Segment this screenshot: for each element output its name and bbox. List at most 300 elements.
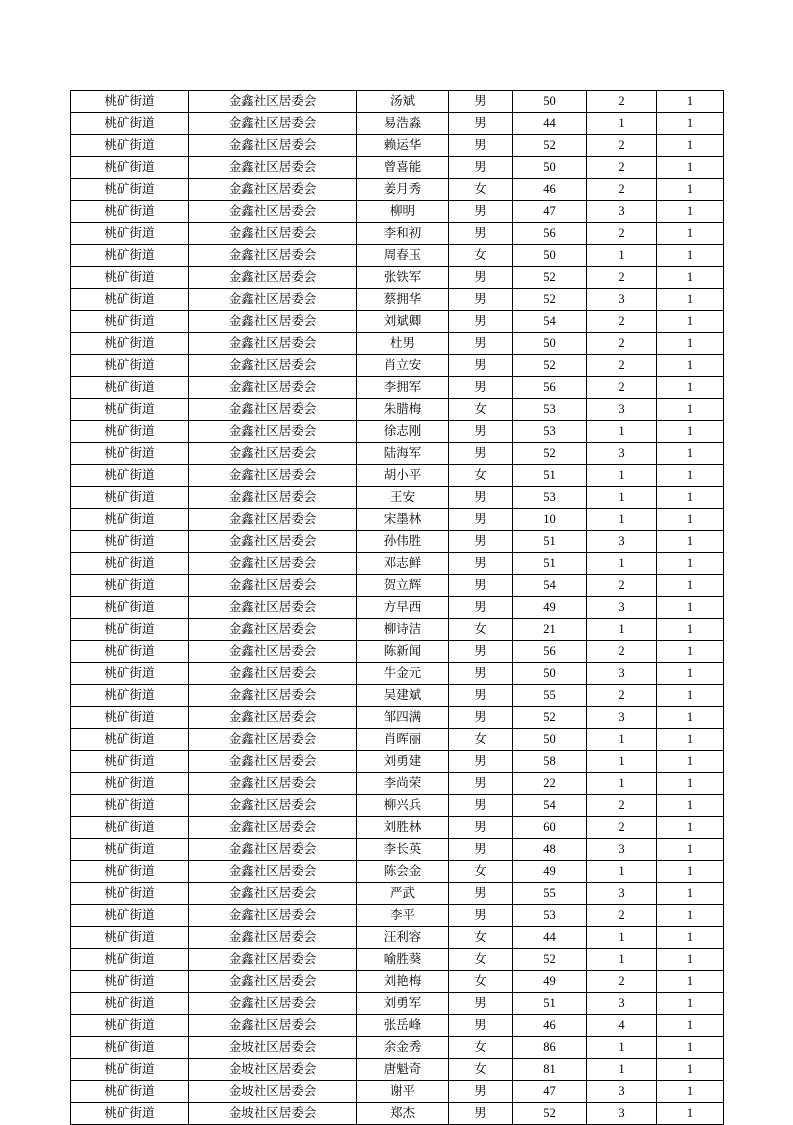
table-cell-name: 陆海军: [357, 443, 449, 465]
table-cell-field7: 1: [657, 245, 724, 267]
table-cell-age: 55: [513, 685, 587, 707]
table-row: [71, 113, 724, 135]
table-cell-gender: 女: [449, 729, 513, 751]
table-cell-gender: 女: [449, 927, 513, 949]
table-cell-name: 张铁军: [357, 267, 449, 289]
table-cell-street: 桃矿街道: [71, 509, 189, 531]
table-cell-age: 54: [513, 575, 587, 597]
table-cell-field6: 1: [587, 861, 657, 883]
table-cell-age: 52: [513, 443, 587, 465]
table-row: [71, 597, 724, 619]
table-cell-age: 44: [513, 113, 587, 135]
table-cell-street: 桃矿街道: [71, 201, 189, 223]
table-cell-community: 金鑫社区居委会: [189, 201, 357, 223]
table-cell-street: 桃矿街道: [71, 245, 189, 267]
table-cell-gender: 男: [449, 135, 513, 157]
table-cell-community: 金坡社区居委会: [189, 1059, 357, 1081]
table-row: [71, 91, 724, 113]
table-cell-field6: 1: [587, 465, 657, 487]
table-cell-street: 桃矿街道: [71, 1037, 189, 1059]
table-cell-street: 桃矿街道: [71, 641, 189, 663]
table-row: [71, 245, 724, 267]
table-row: [71, 663, 724, 685]
table-cell-community: 金鑫社区居委会: [189, 289, 357, 311]
table-cell-field6: 3: [587, 1103, 657, 1125]
table-row: [71, 1059, 724, 1081]
table-cell-age: 53: [513, 905, 587, 927]
table-cell-name: 刘勇建: [357, 751, 449, 773]
table-cell-field6: 1: [587, 949, 657, 971]
table-cell-name: 刘斌卿: [357, 311, 449, 333]
table-cell-street: 桃矿街道: [71, 1081, 189, 1103]
table-cell-name: 肖立安: [357, 355, 449, 377]
table-cell-community: 金鑫社区居委会: [189, 223, 357, 245]
table-cell-field6: 1: [587, 113, 657, 135]
table-row: [71, 1015, 724, 1037]
table-cell-age: 49: [513, 971, 587, 993]
table-cell-name: 李尚荣: [357, 773, 449, 795]
table-cell-field6: 1: [587, 1059, 657, 1081]
table-cell-field6: 1: [587, 245, 657, 267]
table-cell-name: 胡小平: [357, 465, 449, 487]
table-row: [71, 883, 724, 905]
table-cell-age: 50: [513, 157, 587, 179]
table-cell-street: 桃矿街道: [71, 113, 189, 135]
table-cell-gender: 女: [449, 1037, 513, 1059]
table-cell-age: 53: [513, 399, 587, 421]
table-cell-field6: 3: [587, 839, 657, 861]
table-row: [71, 993, 724, 1015]
table-cell-gender: 女: [449, 619, 513, 641]
table-cell-field7: 1: [657, 1037, 724, 1059]
table-cell-community: 金坡社区居委会: [189, 1037, 357, 1059]
table-cell-community: 金鑫社区居委会: [189, 751, 357, 773]
table-cell-age: 51: [513, 531, 587, 553]
table-cell-gender: 男: [449, 663, 513, 685]
table-cell-street: 桃矿街道: [71, 751, 189, 773]
table-cell-gender: 女: [449, 245, 513, 267]
table-cell-street: 桃矿街道: [71, 949, 189, 971]
table-cell-age: 47: [513, 1081, 587, 1103]
table-cell-gender: 男: [449, 443, 513, 465]
table-cell-age: 50: [513, 333, 587, 355]
table-cell-name: 唐魁奇: [357, 1059, 449, 1081]
table-cell-age: 52: [513, 289, 587, 311]
table-cell-gender: 男: [449, 773, 513, 795]
table-cell-field7: 1: [657, 223, 724, 245]
table-row: [71, 817, 724, 839]
table-cell-name: 柳兴兵: [357, 795, 449, 817]
table-cell-street: 桃矿街道: [71, 531, 189, 553]
table-cell-field7: 1: [657, 377, 724, 399]
table-cell-field6: 2: [587, 91, 657, 113]
table-cell-street: 桃矿街道: [71, 773, 189, 795]
table-cell-name: 吴建斌: [357, 685, 449, 707]
table-cell-age: 55: [513, 883, 587, 905]
table-cell-street: 桃矿街道: [71, 465, 189, 487]
table-cell-age: 50: [513, 245, 587, 267]
table-cell-name: 汤斌: [357, 91, 449, 113]
table-cell-field7: 1: [657, 773, 724, 795]
table-cell-field7: 1: [657, 91, 724, 113]
table-cell-field7: 1: [657, 1103, 724, 1125]
table-cell-gender: 男: [449, 333, 513, 355]
table-cell-community: 金鑫社区居委会: [189, 905, 357, 927]
table-cell-community: 金鑫社区居委会: [189, 663, 357, 685]
table-cell-age: 52: [513, 707, 587, 729]
table-cell-community: 金鑫社区居委会: [189, 773, 357, 795]
table-cell-street: 桃矿街道: [71, 1103, 189, 1125]
table-row: [71, 311, 724, 333]
table-cell-community: 金鑫社区居委会: [189, 575, 357, 597]
table-cell-age: 46: [513, 179, 587, 201]
table-cell-gender: 男: [449, 553, 513, 575]
table-cell-field7: 1: [657, 135, 724, 157]
table-row: [71, 135, 724, 157]
table-cell-name: 谢平: [357, 1081, 449, 1103]
table-cell-age: 53: [513, 421, 587, 443]
table-cell-name: 喻胜葵: [357, 949, 449, 971]
table-cell-age: 49: [513, 861, 587, 883]
table-cell-gender: 男: [449, 685, 513, 707]
table-cell-street: 桃矿街道: [71, 289, 189, 311]
table-cell-community: 金坡社区居委会: [189, 1081, 357, 1103]
table-cell-field6: 2: [587, 905, 657, 927]
table-cell-field7: 1: [657, 311, 724, 333]
table-cell-field7: 1: [657, 707, 724, 729]
table-row: [71, 531, 724, 553]
table-cell-field6: 2: [587, 135, 657, 157]
table-row: [71, 487, 724, 509]
table-row: [71, 949, 724, 971]
table-cell-field7: 1: [657, 817, 724, 839]
table-cell-field6: 3: [587, 531, 657, 553]
table-row: [71, 421, 724, 443]
table-cell-field7: 1: [657, 971, 724, 993]
table-cell-field7: 1: [657, 443, 724, 465]
table-cell-street: 桃矿街道: [71, 817, 189, 839]
table-cell-gender: 男: [449, 817, 513, 839]
table-cell-name: 刘勇军: [357, 993, 449, 1015]
table-cell-field6: 2: [587, 223, 657, 245]
table-cell-gender: 男: [449, 839, 513, 861]
table-cell-street: 桃矿街道: [71, 1015, 189, 1037]
table-cell-age: 50: [513, 663, 587, 685]
table-cell-gender: 男: [449, 377, 513, 399]
table-cell-field6: 1: [587, 729, 657, 751]
table-cell-gender: 女: [449, 949, 513, 971]
table-cell-gender: 男: [449, 91, 513, 113]
table-cell-name: 易浩淼: [357, 113, 449, 135]
table-cell-street: 桃矿街道: [71, 223, 189, 245]
table-cell-field6: 3: [587, 289, 657, 311]
table-cell-gender: 男: [449, 575, 513, 597]
table-cell-community: 金鑫社区居委会: [189, 91, 357, 113]
table-cell-name: 李和初: [357, 223, 449, 245]
table-cell-field7: 1: [657, 729, 724, 751]
table-cell-street: 桃矿街道: [71, 399, 189, 421]
table-cell-age: 46: [513, 1015, 587, 1037]
table-cell-field6: 1: [587, 487, 657, 509]
table-cell-gender: 男: [449, 751, 513, 773]
table-cell-street: 桃矿街道: [71, 553, 189, 575]
table-cell-community: 金鑫社区居委会: [189, 509, 357, 531]
table-cell-street: 桃矿街道: [71, 707, 189, 729]
table-row: [71, 1081, 724, 1103]
table-cell-field7: 1: [657, 883, 724, 905]
table-row: [71, 641, 724, 663]
table-row: [71, 465, 724, 487]
table-row: [71, 1037, 724, 1059]
roster-table-body: [71, 91, 724, 1125]
table-cell-field6: 4: [587, 1015, 657, 1037]
table-cell-community: 金鑫社区居委会: [189, 531, 357, 553]
table-cell-field7: 1: [657, 751, 724, 773]
table-cell-field6: 1: [587, 773, 657, 795]
table-cell-field6: 2: [587, 179, 657, 201]
table-cell-gender: 女: [449, 465, 513, 487]
table-cell-name: 贺立辉: [357, 575, 449, 597]
table-cell-gender: 男: [449, 707, 513, 729]
table-cell-name: 刘胜林: [357, 817, 449, 839]
table-cell-community: 金鑫社区居委会: [189, 619, 357, 641]
table-row: [71, 685, 724, 707]
table-cell-street: 桃矿街道: [71, 685, 189, 707]
table-cell-field7: 1: [657, 487, 724, 509]
table-cell-field6: 2: [587, 971, 657, 993]
table-cell-age: 58: [513, 751, 587, 773]
table-row: [71, 729, 724, 751]
table-row: [71, 223, 724, 245]
table-row: [71, 971, 724, 993]
table-cell-age: 52: [513, 267, 587, 289]
table-cell-street: 桃矿街道: [71, 905, 189, 927]
table-cell-gender: 男: [449, 201, 513, 223]
table-cell-name: 王安: [357, 487, 449, 509]
table-cell-street: 桃矿街道: [71, 157, 189, 179]
table-cell-street: 桃矿街道: [71, 993, 189, 1015]
table-cell-field7: 1: [657, 289, 724, 311]
table-cell-field6: 2: [587, 817, 657, 839]
table-cell-community: 金鑫社区居委会: [189, 729, 357, 751]
table-row: [71, 773, 724, 795]
table-cell-gender: 男: [449, 421, 513, 443]
table-cell-field6: 2: [587, 355, 657, 377]
table-cell-age: 86: [513, 1037, 587, 1059]
table-cell-age: 50: [513, 91, 587, 113]
table-cell-name: 严武: [357, 883, 449, 905]
table-cell-age: 56: [513, 641, 587, 663]
table-cell-age: 56: [513, 377, 587, 399]
table-cell-age: 51: [513, 553, 587, 575]
table-cell-field7: 1: [657, 685, 724, 707]
table-cell-field6: 2: [587, 377, 657, 399]
table-cell-age: 52: [513, 949, 587, 971]
table-cell-field6: 2: [587, 641, 657, 663]
table-cell-gender: 男: [449, 905, 513, 927]
table-cell-name: 徐志刚: [357, 421, 449, 443]
table-cell-street: 桃矿街道: [71, 179, 189, 201]
table-cell-gender: 男: [449, 113, 513, 135]
table-cell-field7: 1: [657, 113, 724, 135]
table-cell-field7: 1: [657, 355, 724, 377]
table-cell-age: 52: [513, 1103, 587, 1125]
table-row: [71, 861, 724, 883]
table-row: [71, 399, 724, 421]
table-cell-community: 金鑫社区居委会: [189, 245, 357, 267]
table-cell-field7: 1: [657, 861, 724, 883]
table-cell-street: 桃矿街道: [71, 729, 189, 751]
table-cell-community: 金鑫社区居委会: [189, 949, 357, 971]
table-cell-street: 桃矿街道: [71, 597, 189, 619]
table-cell-gender: 女: [449, 861, 513, 883]
table-row: [71, 575, 724, 597]
table-cell-field6: 3: [587, 597, 657, 619]
table-cell-community: 金鑫社区居委会: [189, 179, 357, 201]
table-cell-name: 柳明: [357, 201, 449, 223]
table-row: [71, 553, 724, 575]
table-cell-name: 周春玉: [357, 245, 449, 267]
table-cell-community: 金鑫社区居委会: [189, 795, 357, 817]
table-cell-community: 金鑫社区居委会: [189, 113, 357, 135]
table-cell-name: 方早西: [357, 597, 449, 619]
table-cell-gender: 男: [449, 1081, 513, 1103]
table-row: [71, 1103, 724, 1125]
table-cell-community: 金鑫社区居委会: [189, 421, 357, 443]
table-cell-field6: 1: [587, 751, 657, 773]
table-cell-street: 桃矿街道: [71, 355, 189, 377]
table-cell-field6: 1: [587, 553, 657, 575]
table-cell-street: 桃矿街道: [71, 377, 189, 399]
table-cell-gender: 男: [449, 157, 513, 179]
table-cell-name: 姜月秀: [357, 179, 449, 201]
table-cell-field6: 2: [587, 157, 657, 179]
table-cell-community: 金坡社区居委会: [189, 1103, 357, 1125]
table-cell-community: 金鑫社区居委会: [189, 443, 357, 465]
table-cell-name: 蔡拥华: [357, 289, 449, 311]
table-row: [71, 905, 724, 927]
table-cell-street: 桃矿街道: [71, 311, 189, 333]
table-cell-street: 桃矿街道: [71, 663, 189, 685]
table-cell-name: 邓志鲜: [357, 553, 449, 575]
table-cell-street: 桃矿街道: [71, 487, 189, 509]
roster-table: [70, 90, 724, 1125]
table-cell-field7: 1: [657, 157, 724, 179]
table-cell-community: 金鑫社区居委会: [189, 707, 357, 729]
table-cell-field6: 3: [587, 201, 657, 223]
table-row: [71, 333, 724, 355]
table-cell-gender: 女: [449, 1059, 513, 1081]
table-cell-street: 桃矿街道: [71, 795, 189, 817]
table-cell-community: 金鑫社区居委会: [189, 135, 357, 157]
table-cell-gender: 男: [449, 795, 513, 817]
table-cell-field6: 3: [587, 399, 657, 421]
table-cell-age: 44: [513, 927, 587, 949]
table-cell-field7: 1: [657, 993, 724, 1015]
table-cell-gender: 男: [449, 267, 513, 289]
table-cell-gender: 男: [449, 355, 513, 377]
table-cell-community: 金鑫社区居委会: [189, 465, 357, 487]
table-cell-name: 邹四满: [357, 707, 449, 729]
table-cell-street: 桃矿街道: [71, 443, 189, 465]
table-row: [71, 751, 724, 773]
table-cell-street: 桃矿街道: [71, 135, 189, 157]
table-cell-name: 赖运华: [357, 135, 449, 157]
table-row: [71, 509, 724, 531]
table-cell-community: 金鑫社区居委会: [189, 883, 357, 905]
table-cell-field6: 1: [587, 619, 657, 641]
table-cell-community: 金鑫社区居委会: [189, 157, 357, 179]
table-cell-street: 桃矿街道: [71, 839, 189, 861]
table-cell-gender: 男: [449, 311, 513, 333]
table-cell-field7: 1: [657, 553, 724, 575]
table-cell-community: 金鑫社区居委会: [189, 597, 357, 619]
table-cell-name: 李长英: [357, 839, 449, 861]
table-cell-name: 朱腊梅: [357, 399, 449, 421]
table-cell-gender: 男: [449, 883, 513, 905]
table-cell-street: 桃矿街道: [71, 861, 189, 883]
table-cell-field7: 1: [657, 641, 724, 663]
table-cell-age: 54: [513, 311, 587, 333]
table-row: [71, 157, 724, 179]
table-cell-field7: 1: [657, 1015, 724, 1037]
table-row: [71, 289, 724, 311]
table-cell-field7: 1: [657, 1081, 724, 1103]
table-cell-community: 金鑫社区居委会: [189, 487, 357, 509]
table-cell-field6: 3: [587, 443, 657, 465]
table-cell-gender: 男: [449, 1103, 513, 1125]
table-cell-field7: 1: [657, 421, 724, 443]
table-cell-community: 金鑫社区居委会: [189, 839, 357, 861]
table-row: [71, 377, 724, 399]
table-cell-field7: 1: [657, 333, 724, 355]
table-cell-name: 刘艳梅: [357, 971, 449, 993]
table-cell-field7: 1: [657, 949, 724, 971]
table-cell-age: 51: [513, 465, 587, 487]
table-row: [71, 201, 724, 223]
table-cell-field6: 1: [587, 1037, 657, 1059]
table-cell-field7: 1: [657, 597, 724, 619]
table-cell-street: 桃矿街道: [71, 267, 189, 289]
table-cell-age: 10: [513, 509, 587, 531]
table-cell-street: 桃矿街道: [71, 883, 189, 905]
table-cell-community: 金鑫社区居委会: [189, 333, 357, 355]
table-cell-field7: 1: [657, 399, 724, 421]
table-cell-gender: 男: [449, 531, 513, 553]
table-cell-street: 桃矿街道: [71, 91, 189, 113]
table-row: [71, 619, 724, 641]
table-cell-field6: 2: [587, 685, 657, 707]
table-cell-field6: 3: [587, 993, 657, 1015]
table-cell-name: 肖晖丽: [357, 729, 449, 751]
table-cell-field7: 1: [657, 905, 724, 927]
table-cell-gender: 男: [449, 487, 513, 509]
table-cell-name: 曾喜能: [357, 157, 449, 179]
table-cell-street: 桃矿街道: [71, 971, 189, 993]
table-cell-field6: 3: [587, 663, 657, 685]
table-cell-name: 牛金元: [357, 663, 449, 685]
table-cell-field7: 1: [657, 465, 724, 487]
table-cell-field7: 1: [657, 179, 724, 201]
table-cell-field6: 2: [587, 333, 657, 355]
table-cell-community: 金鑫社区居委会: [189, 377, 357, 399]
table-cell-community: 金鑫社区居委会: [189, 641, 357, 663]
table-cell-age: 21: [513, 619, 587, 641]
table-cell-field6: 2: [587, 267, 657, 289]
table-cell-gender: 男: [449, 993, 513, 1015]
table-cell-name: 柳诗洁: [357, 619, 449, 641]
table-cell-community: 金鑫社区居委会: [189, 399, 357, 421]
